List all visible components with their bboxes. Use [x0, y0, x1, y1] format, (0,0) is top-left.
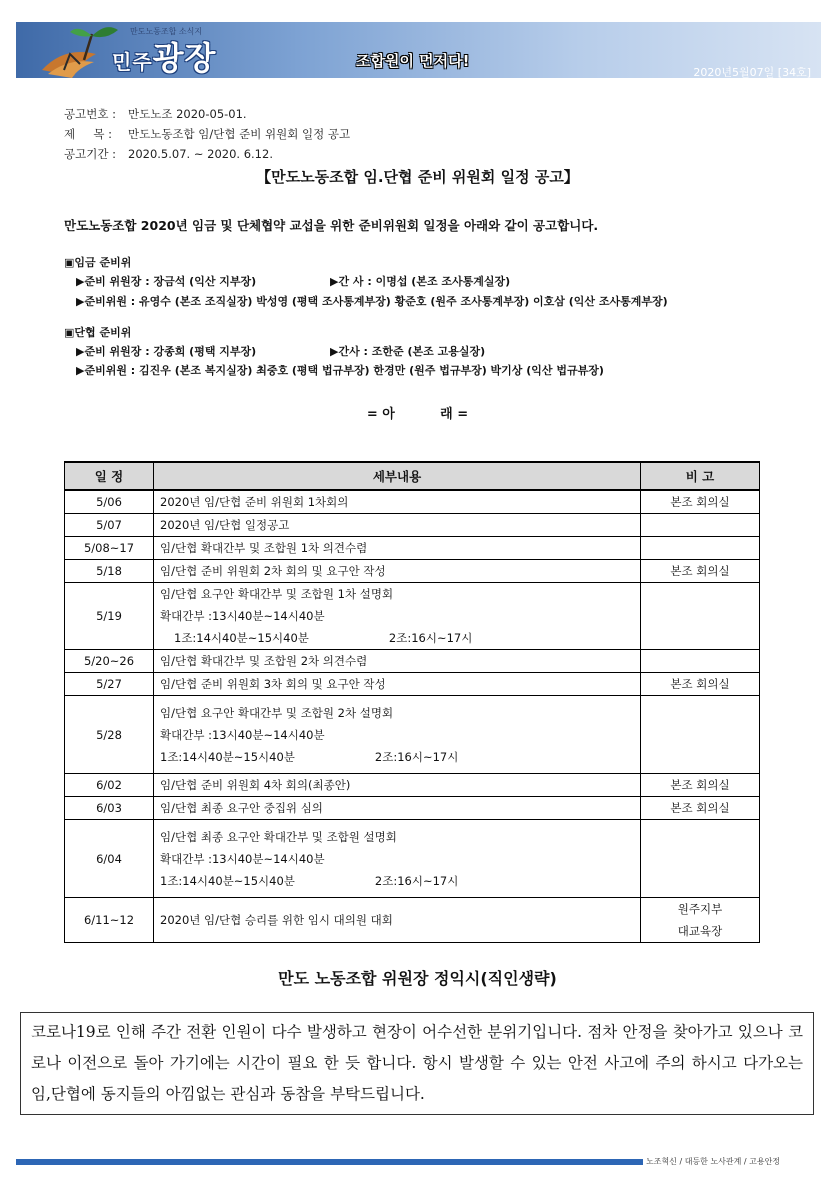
- table-row: [65, 650, 760, 673]
- table-row: [65, 774, 760, 797]
- notice-number-label: 공고번호 :: [64, 107, 116, 121]
- note-cell: 본조 회의실: [641, 560, 760, 583]
- shift-times-line: [160, 746, 634, 768]
- details-cell: [154, 583, 641, 650]
- details-line: 임/단협 요구안 확대간부 및 조합원 1차 설명회: [160, 587, 394, 601]
- masthead: [16, 22, 821, 78]
- shift-times-line: [160, 627, 634, 649]
- schedule-body: [65, 490, 760, 943]
- details-line: 임/단협 확대간부 및 조합원 2차 의견수렴: [160, 654, 368, 668]
- logo-main-text: 광장: [152, 39, 217, 77]
- collective-committee-heading: ▣단협 준비위: [64, 326, 132, 339]
- details-line: 임/단협 확대간부 및 조합원 1차 의견수렴: [160, 541, 368, 555]
- collective-secretary: ▶간사 : 조한준 (본조 고용실장): [330, 345, 486, 358]
- collective-chair: ▶준비 위원장 : 강종희 (평택 지부장): [76, 345, 257, 358]
- header-details: 세부내용: [154, 462, 641, 490]
- details-cell: [154, 537, 641, 560]
- below-label: = 아 래 =: [366, 407, 469, 422]
- details-cell: [154, 673, 641, 696]
- date-cell: 5/27: [65, 673, 154, 696]
- shift-2-time: 2조:16시~17시: [374, 749, 459, 764]
- details-line: 임/단협 준비 위원회 4차 회의(최종안): [160, 778, 351, 792]
- notice-subject-label: 제 목 :: [64, 127, 113, 141]
- date-cell: 5/06: [65, 490, 154, 514]
- note-cell: [641, 820, 760, 898]
- details-cell: [154, 490, 641, 514]
- table-row: [65, 537, 760, 560]
- shift-1-time: 1조:14시40분~15시40분: [160, 749, 295, 764]
- details-cell: [154, 820, 641, 898]
- logo-tagline: 만도노동조합 소식지: [130, 27, 203, 36]
- details-line: 임/단협 최종 요구안 확대간부 및 조합원 설명회: [160, 829, 397, 844]
- notice-number-value: 만도노조 2020-05-01.: [128, 107, 247, 121]
- footer-bar: [16, 1159, 643, 1165]
- wage-chair: ▶준비 위원장 : 장금석 (익산 지부장): [76, 275, 257, 288]
- slogan: 조합원이 먼저다!: [356, 52, 470, 70]
- note-cell: [641, 537, 760, 560]
- header-date: 일 정: [65, 462, 154, 490]
- details-cell: [154, 696, 641, 774]
- date-cell: 5/19: [65, 583, 154, 650]
- note-cell: [641, 898, 760, 943]
- details-cell: [154, 514, 641, 537]
- table-row: [65, 898, 760, 943]
- shift-2-time: 2조:16시~17시: [374, 873, 459, 888]
- date-cell: 6/11~12: [65, 898, 154, 943]
- notice-number: [64, 106, 247, 122]
- details-line: 임/단협 준비 위원회 3차 회의 및 요구안 작성: [160, 677, 386, 691]
- date-cell: 5/08~17: [65, 537, 154, 560]
- date-cell: 5/07: [65, 514, 154, 537]
- table-row: [65, 797, 760, 820]
- table-row: [65, 514, 760, 537]
- date-cell: 6/02: [65, 774, 154, 797]
- table-row: [65, 490, 760, 514]
- date-cell: 6/04: [65, 820, 154, 898]
- note-line: 대교육장: [677, 924, 723, 938]
- date-cell: 5/18: [65, 560, 154, 583]
- table-row: [65, 583, 760, 650]
- details-line: 임/단협 최종 요구안 중집위 심의: [160, 801, 323, 815]
- table-header-row: [65, 462, 760, 490]
- table-row: [65, 696, 760, 774]
- notice-period-label: 공고기간 :: [64, 147, 116, 161]
- note-cell: [641, 583, 760, 650]
- details-line: 임/단협 요구안 확대간부 및 조합원 2차 설명회: [160, 705, 394, 720]
- message-box: 코로나19로 인해 주간 전환 인원이 다수 발생하고 현장이 어수선한 분위기입니다. 점차 안정을 찾아가고 있으나 코로나 이전으로 돌아 가기에는 시간이 필요 한 듯 합니다. 항시 발생할 수 있는 안전 사고에 주의 하시고 다가오는 임,단협에 동지들의 아낌없는 관심과 동참을 부탁드립니다.: [20, 1012, 814, 1115]
- intro-text: 만도노동조합 2020년 임금 및 단체협약 교섭을 위한 준비위원회 일정을 아래와 같이 공고합니다.: [64, 218, 599, 233]
- collective-members: ▶준비위원 : 김진우 (본조 복지실장) 최중호 (평택 법규부장) 한경만 (원주 법규부장) 박기상 (익산 법규뷰장): [76, 364, 604, 377]
- details-line: 2020년 임/단협 일정공고: [160, 518, 290, 532]
- details-cell: [154, 774, 641, 797]
- issue-date: 2020년5월07일 [34호]: [693, 66, 811, 79]
- notice-subject-value: 만도노동조합 임/단협 준비 위원회 일정 공고: [128, 127, 351, 141]
- note-cell: [641, 650, 760, 673]
- wage-members: ▶준비위원 : 유영수 (본조 조직실장) 박성영 (평택 조사통계부장) 황준호 (원주 조사통계부장) 이호삼 (익산 조사통계부장): [76, 295, 668, 308]
- details-cell: [154, 560, 641, 583]
- shift-2-time: 2조:16시~17시: [388, 631, 473, 645]
- wage-secretary: ▶간 사 : 이명섭 (본조 조사통계실장): [330, 275, 511, 288]
- note-cell: 본조 회의실: [641, 774, 760, 797]
- details-cell: [154, 650, 641, 673]
- date-cell: 5/28: [65, 696, 154, 774]
- details-cell: [154, 797, 641, 820]
- note-cell: [641, 514, 760, 537]
- footer-text: 노조혁신 / 대등한 노사관계 / 고용안정: [646, 1157, 781, 1166]
- shift-1-time: 1조:14시40분~15시40분: [160, 873, 295, 888]
- logo-title: [112, 33, 216, 79]
- shift-1-time: 1조:14시40분~15시40분: [174, 631, 309, 645]
- notice-period-value: 2020.5.07. ~ 2020. 6.12.: [128, 147, 273, 161]
- header-note: 비 고: [641, 462, 760, 490]
- signature: 만도 노동조합 위원장 정익시(직인생략): [278, 969, 557, 988]
- details-line: 확대간부 :13시40분~14시40분: [160, 609, 325, 623]
- schedule-table: [64, 461, 760, 943]
- date-cell: 6/03: [65, 797, 154, 820]
- note-line: 원주지부: [677, 902, 723, 916]
- details-line: 2020년 임/단협 준비 위원회 1차회의: [160, 495, 349, 509]
- details-line: 임/단협 준비 위원회 2차 회의 및 요구안 작성: [160, 564, 386, 578]
- note-cell: 본조 회의실: [641, 490, 760, 514]
- date-cell: 5/20~26: [65, 650, 154, 673]
- logo-prefix: 민주: [112, 50, 153, 74]
- wage-committee-heading: ▣임금 준비위: [64, 256, 132, 269]
- note-cell: 본조 회의실: [641, 797, 760, 820]
- table-row: [65, 560, 760, 583]
- shift-times-line: [160, 870, 634, 892]
- details-line: 확대간부 :13시40분~14시40분: [160, 851, 325, 866]
- table-row: [65, 820, 760, 898]
- table-row: [65, 673, 760, 696]
- notice-period: [64, 146, 273, 162]
- notice-subject: [64, 126, 350, 142]
- page-title: 【만도노동조합 임.단협 준비 위원회 일정 공고】: [256, 168, 579, 186]
- details-cell: [154, 898, 641, 943]
- details-line: 확대간부 :13시40분~14시40분: [160, 727, 325, 742]
- note-cell: 본조 회의실: [641, 673, 760, 696]
- note-cell: [641, 696, 760, 774]
- details-line: 2020년 임/단협 승리를 위한 임시 대의원 대회: [160, 913, 393, 927]
